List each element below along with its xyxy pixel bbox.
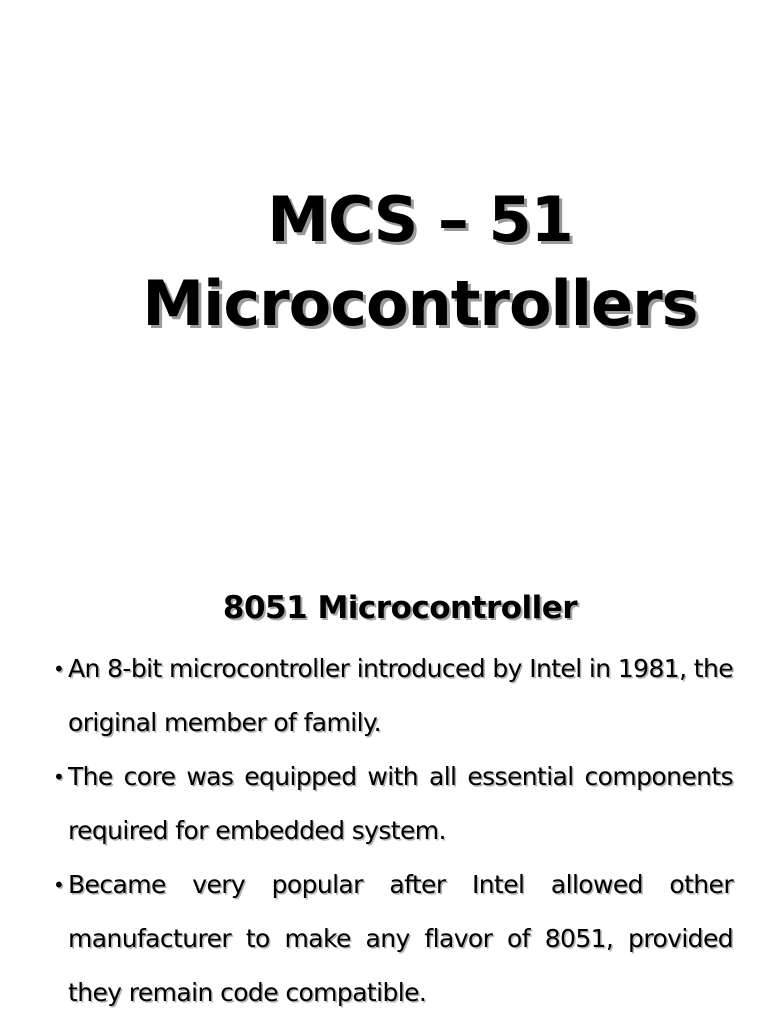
bullet-text: An 8-bit microcontroller introduced by Intel in 1981, the original member of family. — [68, 654, 733, 737]
list-item — [53, 750, 733, 858]
title-line-2: Microcontrollers — [142, 267, 698, 340]
title-line-1: MCS – 51 — [267, 183, 573, 256]
bullet-icon: • — [53, 657, 65, 681]
page-title — [100, 178, 740, 346]
bullet-text: Became very popular after Intel allowed other manufacturer to make any flavor of 8051, provided they remain code compatible. — [68, 870, 733, 1007]
list-item — [53, 858, 733, 1020]
bullet-icon: • — [53, 765, 65, 789]
section-heading: 8051 Microcontroller — [222, 590, 578, 626]
bullet-icon: • — [53, 873, 65, 897]
bullet-list — [53, 642, 733, 1020]
list-item — [53, 642, 733, 750]
bullet-text: The core was equipped with all essential components required for embedded system. — [68, 762, 733, 845]
